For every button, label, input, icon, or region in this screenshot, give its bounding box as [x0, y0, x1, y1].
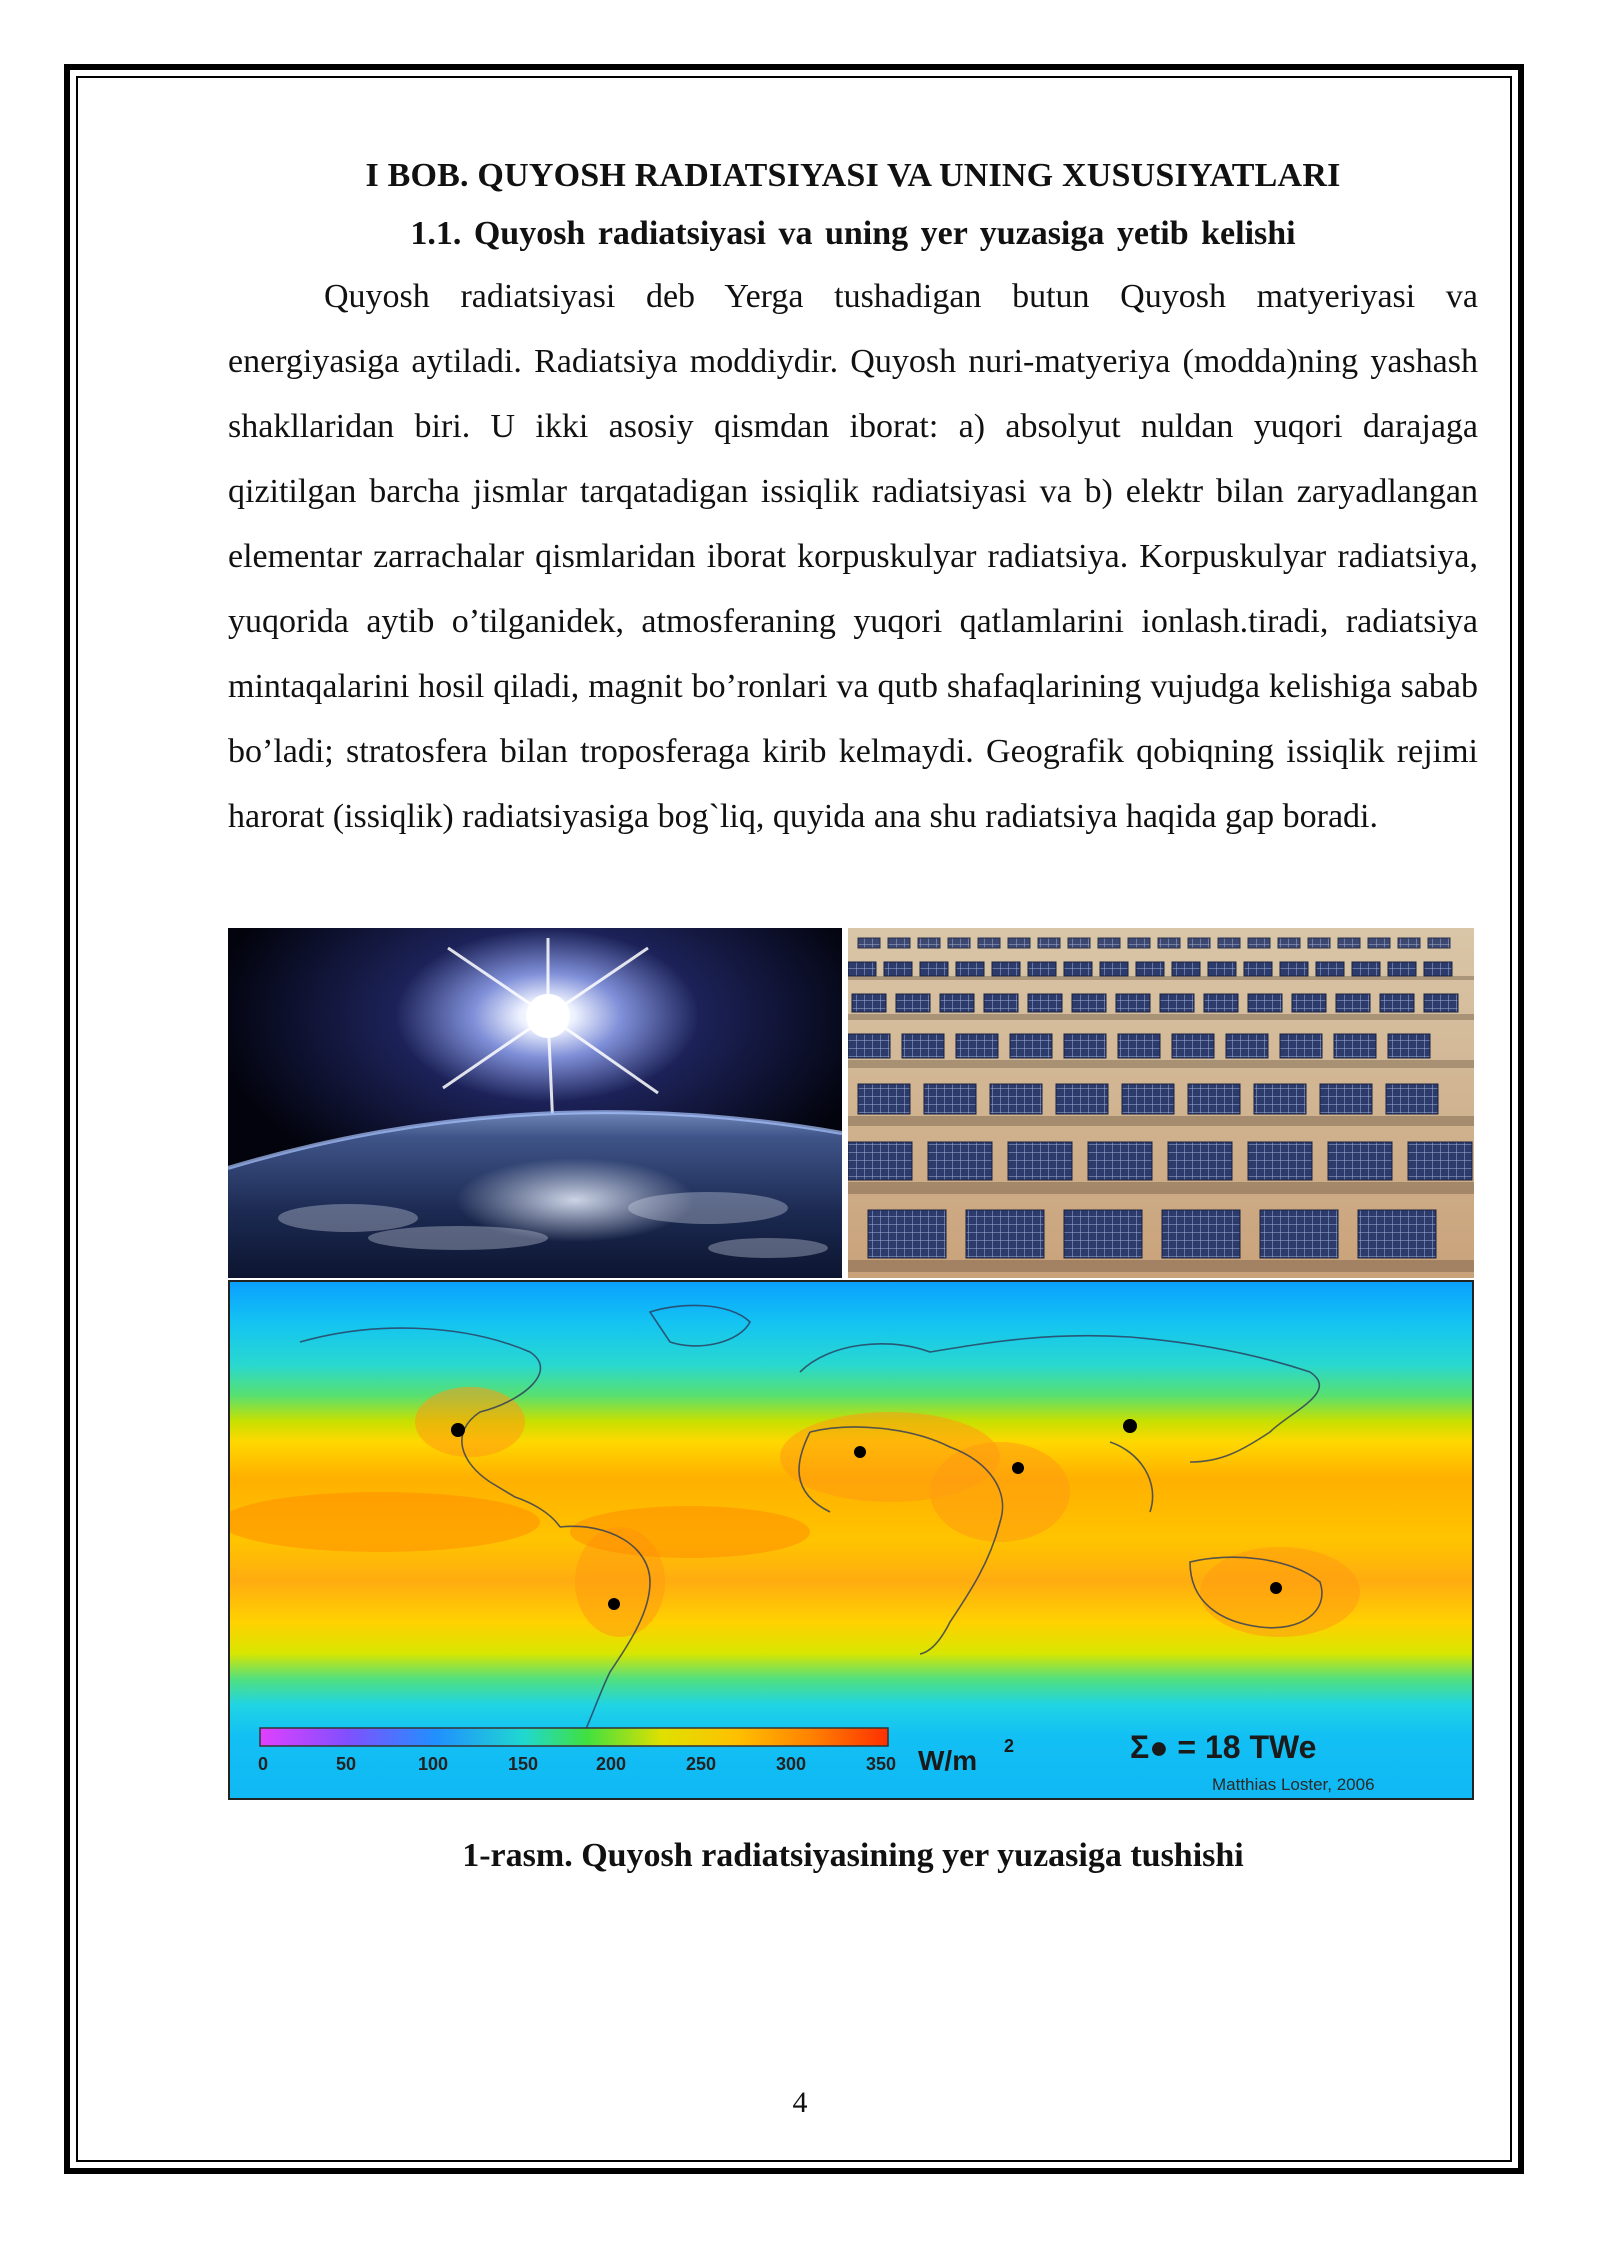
scale-tick-50: 50 [336, 1754, 357, 1774]
page-content [228, 150, 1478, 849]
figure-caption: 1-rasm. Quyosh radiatsiyasining yer yuzasiga tushishi [462, 1837, 1244, 1874]
scale-tick-150: 150 [508, 1754, 539, 1774]
scale-tick-0: 0 [258, 1754, 269, 1774]
chapter-title: I BOB. QUYOSH RADIATSIYASI VA UNING XUSUSIYATLARI [365, 157, 1341, 194]
solar-panels-photo [848, 928, 1474, 1278]
solar-irradiance-map [228, 1280, 1474, 1800]
scale-tick-100: 100 [418, 1754, 449, 1774]
section-title: 1.1. Quyosh radiatsiyasi va uning yer yuzasiga yetib kelishi [410, 215, 1296, 252]
scale-tick-350: 350 [866, 1754, 897, 1774]
earth-sun-photo [228, 928, 842, 1278]
figure [228, 928, 1474, 1800]
body-paragraph: Quyosh radiatsiyasi deb Yerga tushadigan butun Quyosh matyeriyasi va energiyasiga aytiladi. Radiatsiya moddiydir. Quyosh nuri-matyeriya (modda)ning yashash shakllaridan biri. U ikki asosiy qismdan iborat: a) absolyut nuldan yuqori darajaga qizitilgan barcha jismlar tarqatadigan issiqlik radiatsiyasi va b) elektr bilan zaryadlangan elementar zarrachalar qismlaridan iborat korpuskulyar radiatsiya. Korpuskulyar radiatsiya, yuqorida aytib o’tilganidek, atmosferaning yuqori qatlamlarini ionlash.tiradi, radiatsiya mintaqalarini hosil qiladi, magnit bo’ronlari va qutb shafaqlarining vujudga kelishiga sabab bo’ladi; stratosfera bilan troposferaga kirib kelmaydi. Geografik qobiqning issiqlik rejimi harorat (issiqlik) radiatsiyasiga bog`liq, quyida ana shu radiatsiya haqida gap boradi. [228, 278, 1478, 835]
scale-unit: W/m [918, 1745, 978, 1776]
total-capacity-label: Σ● = 18 TWe [1130, 1729, 1317, 1765]
scale-tick-250: 250 [686, 1754, 717, 1774]
scale-unit-exponent: 2 [1004, 1736, 1015, 1756]
page-number: 4 [792, 2086, 808, 2119]
map-credit: Matthias Loster, 2006 [1212, 1775, 1375, 1794]
scale-tick-200: 200 [596, 1754, 627, 1774]
scale-tick-300: 300 [776, 1754, 807, 1774]
